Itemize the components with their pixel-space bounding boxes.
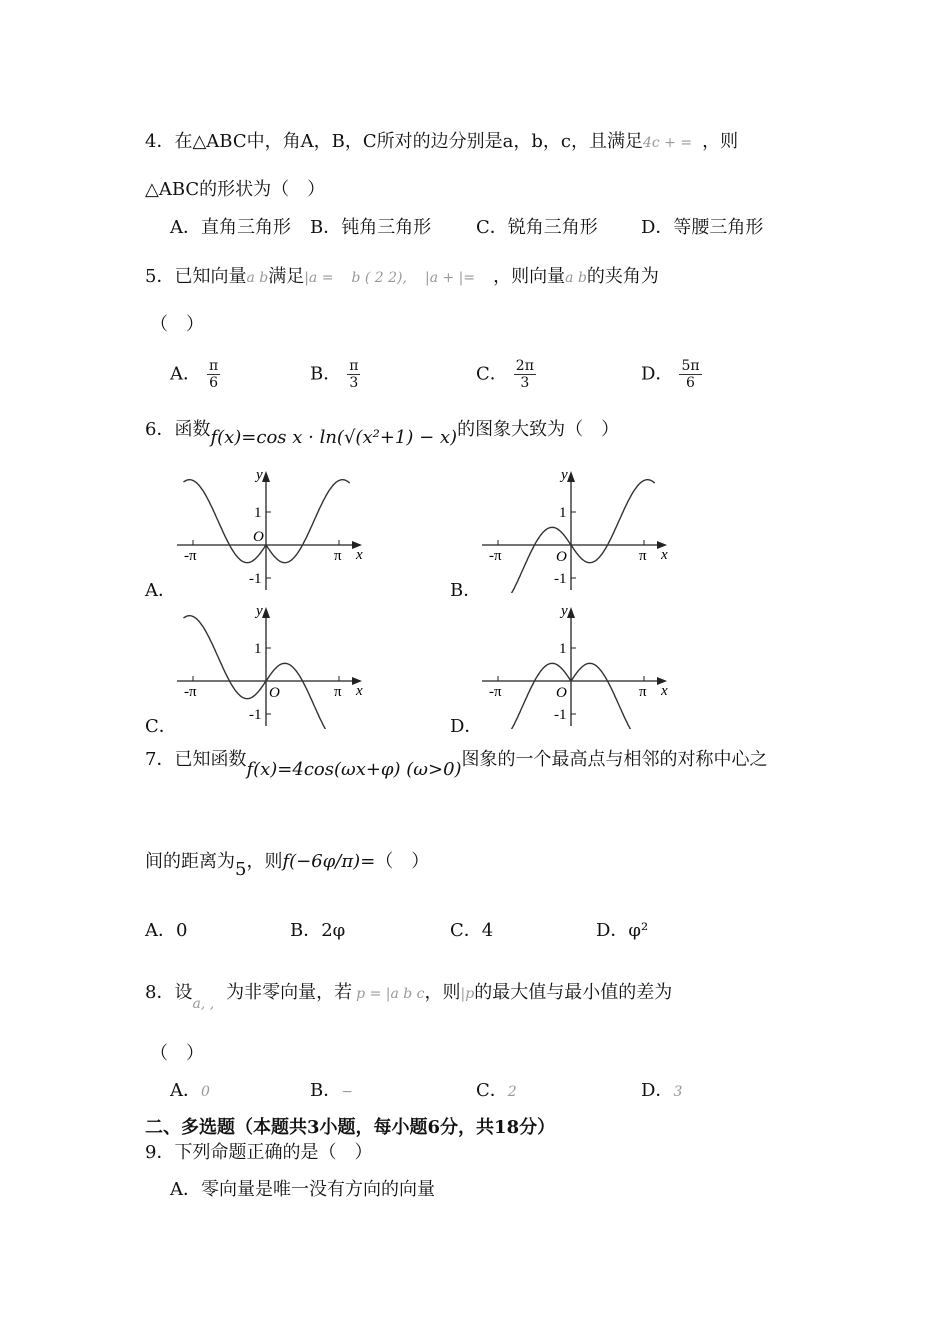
q6-text-2: 的图象大致为（ ）: [457, 419, 620, 440]
q7-text-2: 图象的一个最高点与相邻的对称中心之: [461, 749, 768, 770]
y-axis-label: y: [561, 468, 568, 483]
option-label: B．: [310, 363, 342, 385]
y-axis-arrow: [567, 471, 575, 482]
question-7-line2: [145, 850, 430, 880]
q7-option-c: C．4: [450, 920, 494, 941]
q8-answer-paren: （ ）: [150, 1043, 204, 1064]
numerator: 2π: [515, 358, 534, 374]
option-label: A．: [170, 363, 201, 385]
tick-label-neg-pi: -π: [489, 548, 502, 564]
tick-label-neg-pi: -π: [184, 548, 197, 564]
fraction: [347, 358, 360, 391]
origin-label: O: [253, 529, 264, 545]
option-label: C．: [476, 363, 508, 385]
x-axis-label: x: [356, 683, 363, 699]
q5-text-1: 5．已知向量: [145, 266, 247, 287]
q7-text-3: 间的距离为: [145, 851, 235, 872]
question-4-line2: △ABC的形状为（ ）: [145, 179, 326, 200]
denominator: 6: [686, 375, 695, 391]
question-7-stem: [145, 748, 768, 780]
x-axis-label: x: [356, 547, 363, 563]
q8-option-c: [476, 1079, 517, 1104]
tick-label-1: 1: [559, 641, 567, 657]
q8-option-b: [310, 1079, 353, 1104]
q4-text: 4．在△ABC中，角A，B，C所对的边分别是a，b，c，且满足: [145, 131, 643, 152]
question-4-stem: [145, 130, 738, 155]
tick-label-neg-1: -1: [554, 707, 567, 723]
tick-label-pi: π: [639, 684, 647, 700]
tick-label-1: 1: [254, 505, 262, 521]
q4-option-b: B．钝角三角形: [310, 217, 432, 238]
q7-formula-2: f(−6φ/π)=: [282, 851, 376, 872]
question-9-stem: 9．下列命题正确的是（ ）: [145, 1142, 373, 1163]
denominator: 3: [520, 375, 530, 391]
y-axis-label: y: [256, 468, 263, 483]
x-axis-label: x: [661, 683, 668, 699]
y-axis-arrow: [262, 607, 270, 618]
q8-text-3: ，则: [424, 982, 461, 1003]
origin-label: O: [269, 685, 280, 701]
y-axis-label: y: [561, 604, 568, 619]
tick-label-neg-pi: -π: [184, 684, 197, 700]
q5-option-c: [476, 358, 536, 391]
denominator: 3: [349, 375, 359, 391]
q5-text-3: ，则向量: [493, 266, 566, 287]
fraction: [679, 358, 701, 391]
section-2-heading: 二、多选题（本题共3小题，每小题6分，共18分）: [145, 1117, 556, 1138]
fraction: [207, 358, 220, 391]
q5-option-d: [641, 358, 702, 391]
q4-option-c: C．锐角三角形: [476, 217, 598, 238]
tick-label-pi: π: [334, 548, 342, 564]
origin-label: O: [556, 549, 567, 565]
q8-text-1: 8．设: [145, 982, 193, 1003]
graph-a-label: A．: [145, 580, 176, 601]
option-value: 3: [673, 1084, 683, 1100]
graph-b[interactable]: [475, 468, 675, 593]
q9-option-a: A．零向量是唯一没有方向的向量: [170, 1179, 435, 1200]
q8-math-3: |p: [460, 986, 475, 1002]
tick-label-pi: π: [639, 548, 647, 564]
q8-text-4: 的最大值与最小值的差为: [474, 982, 673, 1003]
option-value: −: [341, 1084, 353, 1100]
question-5-stem: [145, 265, 659, 290]
tick-label-neg-1: -1: [554, 571, 567, 587]
q7-text-4: ，则: [246, 851, 283, 872]
q5-math-5: a b: [565, 270, 587, 286]
y-axis-arrow: [262, 471, 270, 482]
option-label: B．: [310, 1080, 342, 1101]
graph-d-label: D．: [450, 716, 483, 737]
numerator: 5π: [681, 358, 700, 374]
q5-math-2: |a =: [304, 270, 334, 286]
y-axis-label: y: [256, 604, 263, 619]
graph-d[interactable]: [475, 604, 675, 729]
tick-label-pi: π: [334, 684, 342, 700]
option-label: A．: [170, 1080, 201, 1101]
graph-b-label: B．: [450, 580, 482, 601]
q4-option-d: D．等腰三角形: [641, 217, 764, 238]
option-label: D．: [641, 1080, 674, 1101]
question-6-stem: [145, 418, 620, 448]
numerator: π: [349, 358, 359, 374]
q4-tail: ，则: [702, 131, 739, 152]
tick-label-neg-1: -1: [249, 571, 262, 587]
denominator: 6: [209, 375, 219, 391]
q7-text-1: 7．已知函数: [145, 749, 247, 770]
q7-formula: f(x)=4cos(ωx+φ) (ω>0): [246, 759, 462, 780]
question-8-stem: [145, 981, 673, 1012]
option-value: 2: [507, 1084, 517, 1100]
q6-formula: f(x)=cos x · ln(√(x²+1) − x): [210, 427, 458, 448]
tick-label-neg-1: -1: [249, 707, 262, 723]
q4-option-a: A．直角三角形: [170, 217, 291, 238]
option-label: C．: [476, 1080, 508, 1101]
numerator: π: [209, 358, 219, 374]
q8-text-2: 为非零向量，若: [226, 982, 353, 1003]
y-axis-arrow: [567, 607, 575, 618]
graph-a[interactable]: [170, 468, 370, 593]
q5-math-1: a b: [246, 270, 269, 286]
q5-option-a: [170, 358, 220, 391]
q5-answer-paren: （ ）: [150, 314, 204, 335]
q5-math-4: |a + |=: [424, 270, 476, 286]
tick-label-1: 1: [254, 641, 262, 657]
q8-option-a: [170, 1079, 210, 1104]
q8-math-1: a, ,: [192, 996, 215, 1012]
q5-text-4: 的夹角为: [586, 266, 659, 287]
q4-math: 4c + =: [642, 135, 693, 151]
q5-option-b: [310, 358, 360, 391]
fraction: [514, 358, 536, 391]
q5-math-3: b ( 2 2),: [351, 270, 407, 286]
tick-label-1: 1: [559, 505, 567, 521]
option-label: D．: [641, 363, 674, 385]
x-axis-label: x: [661, 547, 668, 563]
graph-c[interactable]: [170, 604, 370, 729]
graph-c-label: C．: [145, 716, 177, 737]
q6-text-1: 6．函数: [145, 419, 211, 440]
tick-label-neg-pi: -π: [489, 684, 502, 700]
q7-option-b: B．2φ: [290, 920, 346, 941]
q5-text-2: 满足: [268, 266, 305, 287]
q7-five: 5: [235, 859, 247, 880]
q7-option-d: D．φ²: [596, 920, 649, 941]
origin-label: O: [556, 685, 567, 701]
q7-paren: （ ）: [375, 851, 430, 872]
q8-math-2: p = |a b c: [356, 986, 425, 1002]
q8-option-d: [641, 1079, 682, 1104]
option-value: 0: [201, 1084, 210, 1100]
q7-option-a: A．0: [145, 920, 188, 941]
